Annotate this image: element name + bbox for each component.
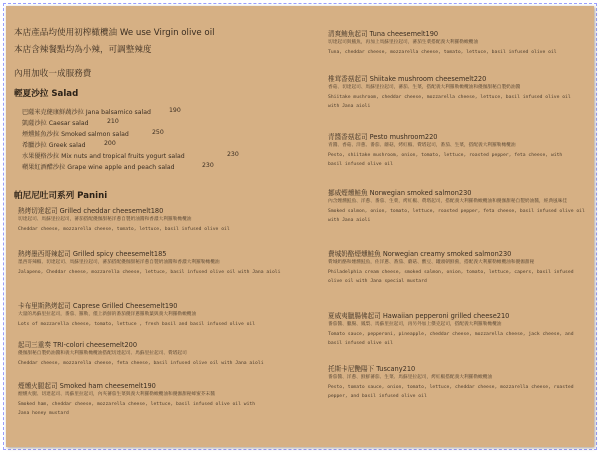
item-price: 230 xyxy=(202,162,214,169)
item-desc-en-cont: olive oil with Jana special mustard xyxy=(328,279,427,284)
item-desc-en-cont: with Jana aioli xyxy=(328,104,371,109)
item-price: 220 xyxy=(424,133,438,141)
item-title: 椎茸香菇起司 Shiitake mushroom cheesemelt xyxy=(328,75,474,83)
menu-page xyxy=(6,6,594,447)
menu-item-right xyxy=(328,73,590,112)
menu-item-panini xyxy=(18,248,298,277)
item-title: 夏威夷臘腸佛起司 Hawaiian pepperoni grilled cheese xyxy=(328,312,497,320)
item-price: 200 xyxy=(124,341,138,349)
menu-item-panini xyxy=(18,339,298,368)
item-name: 蘋果紅酒醋沙拉 Grape wine apple and peach salad xyxy=(22,164,175,171)
item-price: 180 xyxy=(150,207,164,215)
item-price: 210 xyxy=(107,118,119,125)
item-price: 230 xyxy=(458,189,472,197)
item-title: 托斯卡尼艷陽下 Tuscany xyxy=(328,365,403,373)
item-desc-zh: 大量的馬蘇里拉起司，番茄、羅勒，僅上新鮮的番茄優洋蔥羅勒葉與義大利羅勒橄欖油 xyxy=(18,312,197,317)
menu-item-panini xyxy=(18,300,298,329)
item-desc-en-cont: basil infused olive oil xyxy=(328,341,393,346)
section-title-panini: 帕尼尼吐司系列 Panini xyxy=(14,191,108,201)
menu-item-right xyxy=(328,363,590,402)
item-desc-en: Cheddar cheese, mozzarella cheese, feta cheese, basil infused olive oil with Jana aioli xyxy=(18,360,264,366)
header-note-olive-oil: 本店產品均使用初榨橄欖油 We use Virgin olive oil xyxy=(14,28,215,38)
item-title: 起司三重奏 TRI-colori cheesemelt xyxy=(18,341,125,349)
item-desc-en: Smoked salmon, onion, tomato, lettuce, roasted pepper, feta cheese, basil infused olive oil xyxy=(328,208,585,214)
item-desc-en-cont: with Jana aioli xyxy=(328,218,371,223)
item-desc-zh: 優伽甜秘自製奶油醬和義大利羅勒橄欖油搭配切達起司、馬蘇里拉起司、費塔起司 xyxy=(18,351,187,356)
item-title: 熱烤墨西哥辣起司 Grilled spicy cheesemelt xyxy=(18,250,154,258)
menu-item-panini xyxy=(18,205,298,234)
header-note-service-fee: 內用加收一成服務費 xyxy=(14,69,92,79)
item-desc-en: Lots of mozzarella cheese, tomato, lettuce , fresh basil and basil infused olive oil xyxy=(18,321,256,327)
item-desc-en-cont: basil infused olive oil xyxy=(328,162,393,167)
item-desc-en: Tuna, cheddar cheese, mozzarella cheese, tomato, lettuce, basil infused olive oil xyxy=(328,49,557,55)
item-name: 凱薩沙拉 Caesar salad xyxy=(22,120,89,127)
item-name: 水果優格沙拉 Mix nuts and tropical fruits yogurt salad xyxy=(22,153,185,160)
item-name: 巴薩米克健康鮮蔬沙拉 Jana balsamico salad xyxy=(22,109,151,116)
item-price: 210 xyxy=(402,365,416,373)
item-desc-zh: 青醬、香菇、洋蔥、番茄、蘑菇，烤紅椒、費塔起司，番茄、生菜，搭配義大利羅勒橄欖油 xyxy=(328,143,516,148)
item-title: 挪威煙燻鮭魚 Norwegian smoked salmon xyxy=(328,189,459,197)
item-desc-en: Pesto, tomato sauce, onion, tomato, lettuce, cheddar cheese, mozzarella cheese, roasted xyxy=(328,384,574,390)
menu-item-salad xyxy=(22,151,239,160)
menu-item-panini xyxy=(18,380,298,419)
item-desc-en: Shiitake mushroom, cheddar cheese, mozzarella cheese, lettuce, basil infused olive oil xyxy=(328,94,571,100)
item-desc-zh: 香菇、切達起司、馬蘇里拉起司，蕃茄、生菜，搭配義大利羅勒橄欖油和優伽甜秘自製奶油醬 xyxy=(328,85,521,90)
menu-item-right xyxy=(328,28,590,57)
item-desc-zh: 墨西哥辣椒、切達起司、馬蘇里拉起司，蕃茄搭配優伽甜秘洋蔥自製奶油醬和香濃大利羅勒橄欖油 xyxy=(18,260,220,265)
item-desc-en: Cheddar cheese, mozzarella cheese, tomato, lettuce, basil infused olive oil xyxy=(18,226,230,232)
item-title: 費城奶酪煙燻鮭魚 Norwegian creamy smoked salmon xyxy=(328,250,499,258)
menu-item-right xyxy=(328,131,590,170)
header-note-spicy: 本店含辣餐點均為小辣，可調整辣度 xyxy=(14,45,152,55)
menu-item-salad xyxy=(22,140,116,149)
item-name: 煙燻鮭魚沙拉 Smoked salmon salad xyxy=(22,131,129,138)
item-desc-en: Philadelphia cream cheese, smoked salmon, onion, tomato, lettuce, capers, basil infused xyxy=(328,269,574,275)
item-price: 190 xyxy=(143,382,156,390)
item-price: 190 xyxy=(169,107,181,114)
section-title-salad: 輕夏沙拉 Salad xyxy=(14,89,79,99)
item-title: 熱烤切達起司 Grilled cheddar cheesemelt xyxy=(18,207,151,215)
item-title: 清爽鮪魚起司 Tuna cheesemelt xyxy=(328,30,426,38)
item-desc-zh: 內含煙燻鮭魚、洋蔥、番茄、生菜，烤紅椒、費塔起司，搭配義大利羅勒橄欖油和優伽甜秘自製奶油醬，經典風味佳 xyxy=(328,199,568,204)
item-desc-en: Smoked ham, cheddar cheese, mozzarella cheese, lettuce, basil infused olive oil with xyxy=(18,401,256,407)
menu-item-salad xyxy=(22,107,181,116)
item-price: 210 xyxy=(496,312,510,320)
item-desc-zh: 番茄醬、臘腸、鳳梨、馬蘇里拉起司，再另外加上傑克起司，搭配義大利羅勒橄欖油 xyxy=(328,322,502,327)
item-name: 希臘沙拉 Greek salad xyxy=(22,142,86,149)
item-price: 250 xyxy=(152,129,164,136)
item-desc-zh: 切達起司與鮪魚，再加上馬蘇里拉起司，蕃茄生菜搭配義大利羅勒橄欖油 xyxy=(328,40,479,45)
item-title: 煙燻火腿起司 Smoked ham cheesemelt xyxy=(18,382,144,390)
item-price: 230 xyxy=(227,151,239,158)
item-desc-en: Pesto, shiitake mushroom, onion, tomato, lettuce, roasted pepper, feta cheese, with xyxy=(328,152,563,158)
item-price: 200 xyxy=(104,140,116,147)
menu-item-salad xyxy=(22,118,119,127)
item-desc-zh: 煙燻火腿、切達起司、馬蘇里拉起司，內夾蕃茄生菜與義大利羅勒橄欖油和優伽甜秘蜂蜜芥末醬 xyxy=(18,392,215,397)
item-desc-zh: 切達起司、馬蘇里拉起司，蕃茄搭配優伽甜秘洋蔥自製奶油醬和香濃大利羅勒橄欖油 xyxy=(18,217,192,222)
item-desc-en: Tomato sauce, pepperoni, pineapple, cheddar cheese, mozzarella cheese, jack cheese, and xyxy=(328,331,574,337)
menu-item-right xyxy=(328,310,590,349)
item-desc-en: Jalapeno, Cheddar cheese, mozzarella cheese, lettuce, basil infused olive oil with Jana aioli xyxy=(18,269,281,275)
menu-item-right xyxy=(328,248,590,287)
item-title: 卡布里斯熱烤起司 Caprese Grilled Cheesemelt xyxy=(18,302,165,310)
menu-item-salad xyxy=(22,162,214,171)
item-price: 220 xyxy=(473,75,487,83)
item-desc-zh: 番茄醬、洋蔥、鮮鮮蕃茄、生菜、馬蘇里拉起司，烤紅椒搭配義大利羅勒橄欖油 xyxy=(328,375,493,380)
item-price: 230 xyxy=(498,250,512,258)
menu-item-salad xyxy=(22,129,164,138)
item-price: 185 xyxy=(153,250,167,258)
item-title: 青醬香菇起司 Pesto mushroom xyxy=(328,133,425,141)
item-desc-en-cont: pepper, and basil infused olive oil xyxy=(328,394,427,399)
item-desc-en-cont: Jana honey mustard xyxy=(18,411,69,416)
menu-item-right xyxy=(328,187,590,226)
item-price: 190 xyxy=(164,302,178,310)
item-desc-zh: 費城奶酪和煙燻鮭魚，佐洋蔥、番茄、蘑菇、酸豆、罐頭朝鮮薊，搭配義大利羅勒橄欖油和優伽甜秘 xyxy=(328,260,535,265)
item-price: 190 xyxy=(425,30,439,38)
